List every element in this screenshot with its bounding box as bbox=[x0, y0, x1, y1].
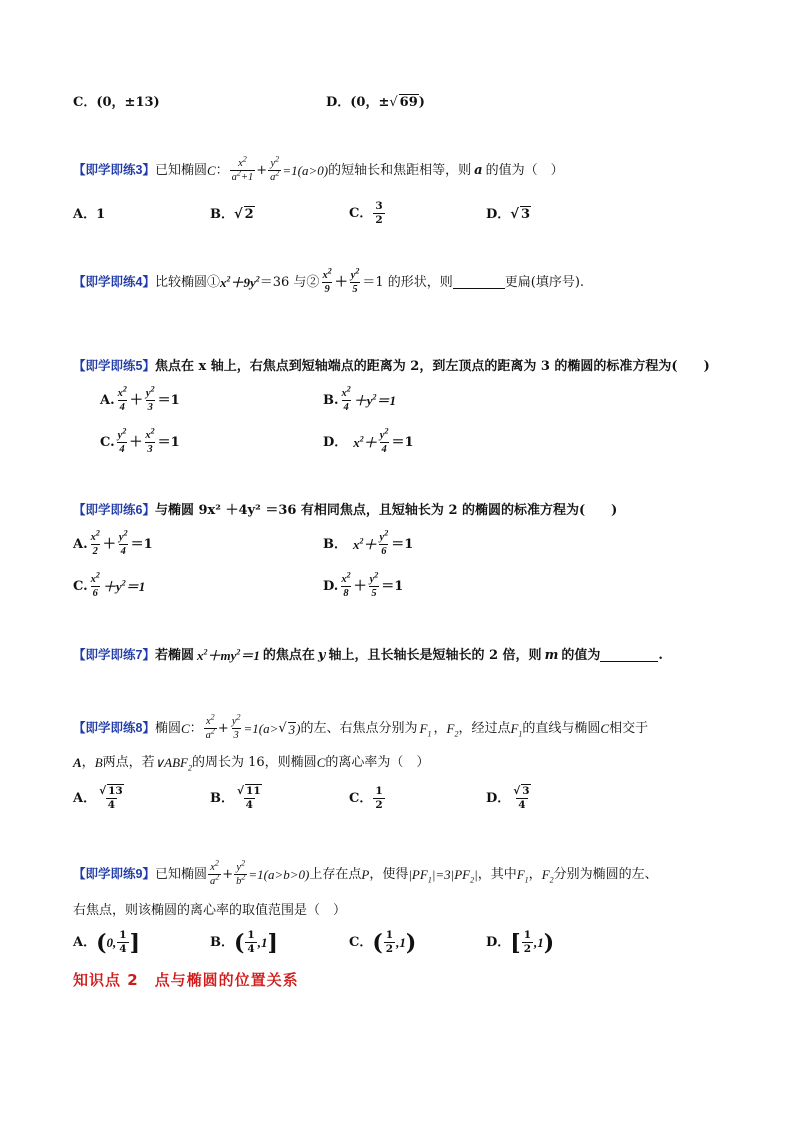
question-tag: 【即学即练7】 bbox=[73, 648, 155, 663]
question-tag: 【即学即练5】 bbox=[73, 359, 155, 373]
q6-option-c: C. $\frac{x^2}{6}$ $+y^2=1$ bbox=[73, 570, 146, 600]
option-d-q2: D．(0，±√ 69) bbox=[326, 95, 425, 110]
question-tag: 【即学即练4】 bbox=[73, 275, 155, 290]
section-heading: 知识点 2 点与椭圆的位置关系 bbox=[73, 971, 299, 989]
q5-option-c: C. $\frac{y^2}{4}$ ＋ $\frac{x^2}{3}$ ＝1 bbox=[100, 426, 180, 456]
q6-option-a: A. $\frac{x^2}{2}$ ＋ $\frac{y^2}{4}$ ＝1 bbox=[73, 528, 153, 558]
question-8-line-2: A ， B 两点，若 $\vee ABF_2$ 的周长为 16，则椭圆 C 的离心率为（ ） bbox=[73, 755, 430, 773]
question-5: 【即学即练5】焦点在 x 轴上，右焦点到短轴端点的距离为 2，到左顶点的距离为 3 的椭圆的标准方程为( ) bbox=[73, 359, 710, 374]
question-tag: 【即学即练6】 bbox=[73, 503, 155, 517]
option-c-q2: C．(0，±13) bbox=[73, 95, 160, 110]
answer-blank[interactable] bbox=[453, 276, 505, 289]
question-6: 【即学即练6】与椭圆 9x² ＋4y² ＝36 有相同焦点，且短轴长为 2 的椭圆的标准方程为( ) bbox=[73, 503, 618, 518]
q5-option-d: D． $x^2+$ $\frac{y^2}{4}$ ＝1 bbox=[323, 426, 414, 456]
question-9-line-2: 右焦点，则该椭圆的离心率的取值范围是（ ） bbox=[73, 903, 347, 918]
question-3: 【即学即练3】 已知椭圆 C ： $\frac{x^2}{a^2+1}$ + $\frac{y^2}{a^2}$ =1(a>0) 的短轴长和焦距相等，则 a 的值为（ ） bbox=[73, 154, 564, 184]
q3-options: A．1 B．√ 2 C． $\frac{3}{2}$ D．√ 3 bbox=[73, 200, 530, 227]
question-8: 【即学即练8】 椭圆 C ： $\frac{x^2}{a^2}$ + $\frac{y^2}{3}$ =1(a> √ 3 ) 的左、右焦点分别为 $F_1$ ， $F_2$ ，经过点 $F_1$ 的直线与椭圆 C 相交于 bbox=[73, 712, 649, 742]
answer-blank[interactable] bbox=[600, 649, 658, 662]
q5-option-a: A. $\frac{x^2}{4}$ ＋ $\frac{y^2}{3}$ ＝1 bbox=[100, 384, 180, 414]
q9-options: A． ( 0, $\frac{1}{4}$ ] B． ( $\frac{1}{4}$ ,1 ] C． ( $\frac{1}{2}$ ,1 ) D． [ $\frac{1}{2}$ ,1 ) bbox=[73, 929, 555, 956]
q6-option-d: D. $\frac{x^2}{8}$ ＋ $\frac{y^2}{5}$ ＝1 bbox=[323, 570, 404, 600]
question-4: 【即学即练4】 比较椭圆① $x^2+9y^2$ ＝36 与② $\frac{x^2}{9}$ ＋ $\frac{y^2}{5}$ ＝1 的形状，则 更扁(填序号). bbox=[73, 266, 585, 296]
question-tag: 【即学即练3】 bbox=[73, 163, 155, 178]
question-tag: 【即学即练9】 bbox=[73, 867, 155, 882]
q5-option-b: B. $\frac{x^2}{4}$ $+y^2=1$ bbox=[323, 384, 397, 414]
q8-options: A． $\frac{√ 13}{4}$ B． $\frac{√ 11}{4}$ C． $\frac{1}{2}$ D． $\frac{√ 3}{4}$ bbox=[73, 785, 530, 812]
question-tag: 【即学即练8】 bbox=[73, 721, 155, 736]
question-7: 【即学即练7】 若椭圆 $x^2+my^2=1$ 的焦点在 y 轴上，且长轴长是短轴长的 2 倍，则 m 的值为 . bbox=[73, 647, 663, 663]
q6-option-b: B． $x^2+$ $\frac{y^2}{6}$ ＝1 bbox=[323, 528, 414, 558]
question-9: 【即学即练9】 已知椭圆 $\frac{x^2}{a^2}$ + $\frac{y^2}{b^2}$ =1(a>b>0) 上存在点 P ，使得 $|PF_1|=3|PF_2|$ ，其中 $F_1$ ， $F_2$ 分别为椭圆的左、 bbox=[73, 858, 658, 888]
